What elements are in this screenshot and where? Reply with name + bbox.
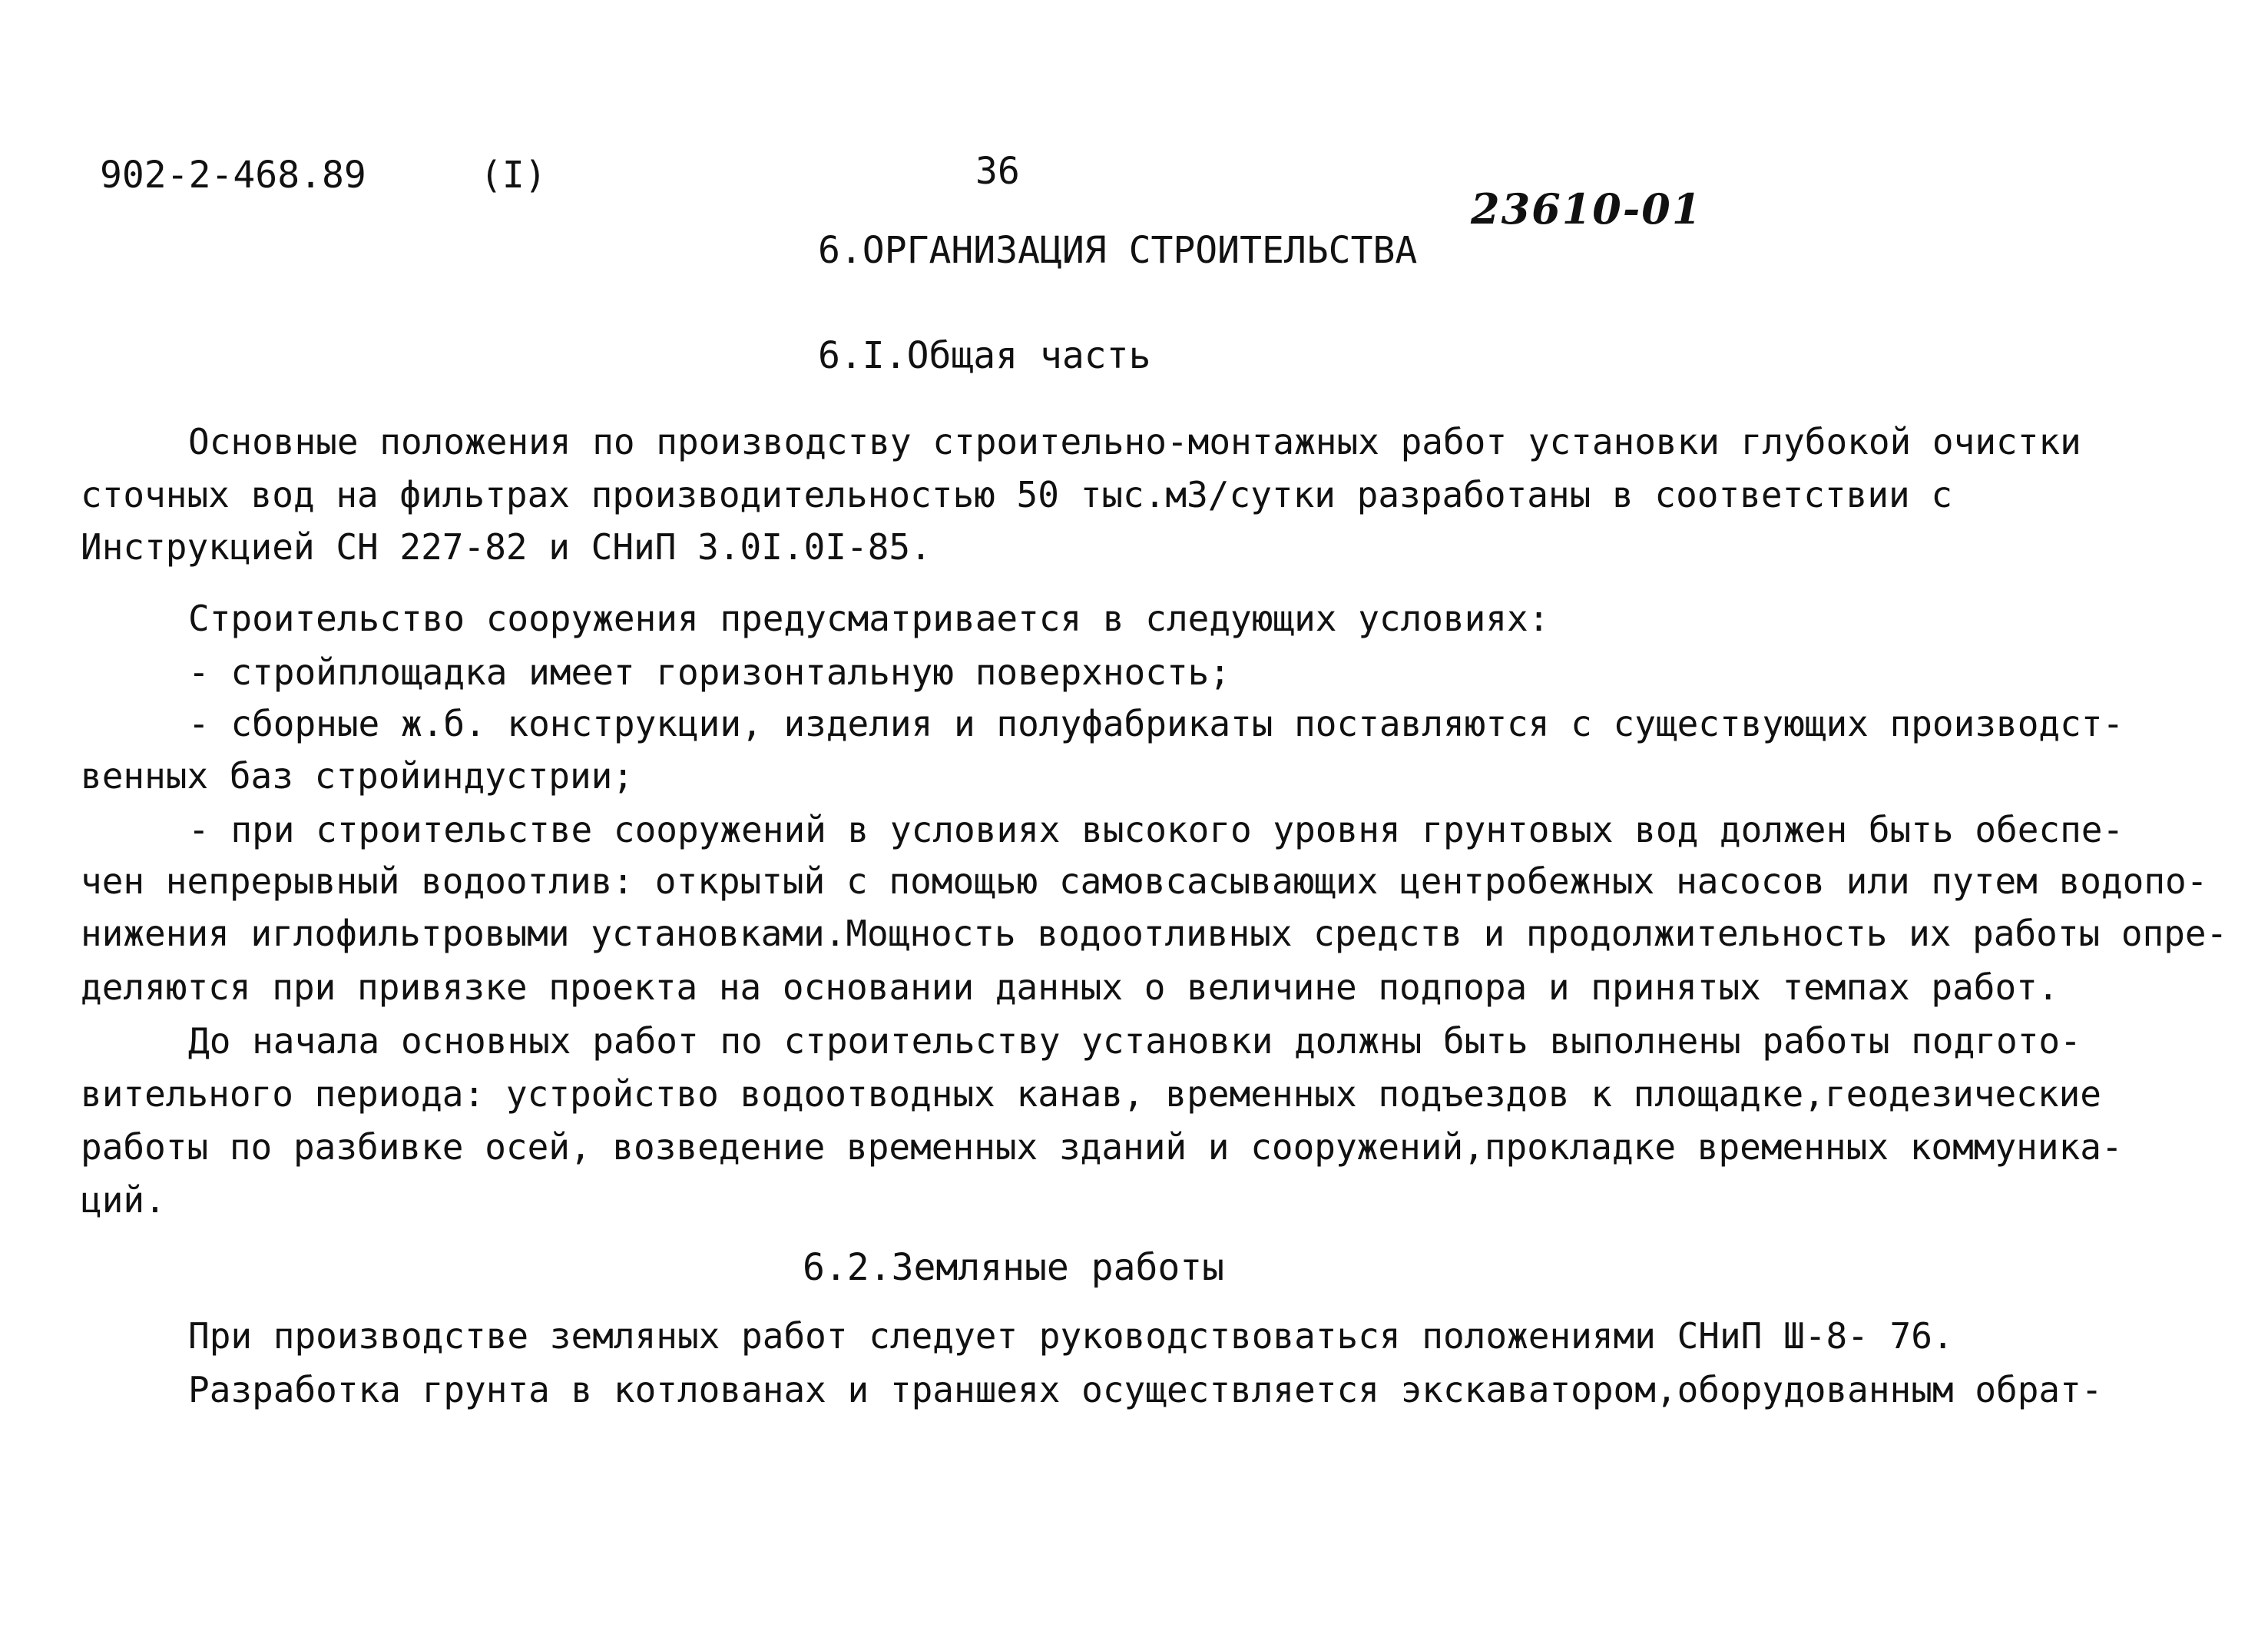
text-line: сточных вод на фильтрах производительностью 50 тыс.м3/сутки разработаны в соответствии с	[81, 474, 1953, 515]
text-line: До начала основных работ по строительству установки должны быть выполнены работы подгото-	[188, 1020, 2081, 1062]
subsection-title-general: 6.I.Общая часть	[818, 334, 1151, 377]
section-title: 6.ОРГАНИЗАЦИЯ СТРОИТЕЛЬСТВА	[818, 229, 1418, 272]
text-line: нижения иглофильтровыми установками.Мощность водоотливных средств и продолжительность их работы опре-	[81, 913, 2228, 954]
list-item: - при строительстве сооружений в условиях высокого уровня грунтовых вод должен быть обеспе-	[188, 809, 2124, 850]
handwritten-number: 23610-01	[1471, 184, 1703, 234]
text-line: чен непрерывный водоотлив: открытый с помощью самовсасывающих центробежных насосов или путем водопо-	[81, 860, 2208, 902]
text-line: Основные положения по производству строительно-монтажных работ установки глубокой очистки	[188, 421, 2081, 462]
subsection-title-earthworks: 6.2.Земляные работы	[803, 1246, 1225, 1289]
text-line: Инструкцией СН 227-82 и СНиП 3.0I.0I-85.	[81, 526, 932, 568]
document-code: 902-2-468.89	[100, 154, 366, 197]
sheet-mark: (I)	[480, 154, 547, 197]
page-number: 36	[975, 150, 1020, 193]
text-line: Разработка грунта в котлованах и траншеях осуществляется экскаватором,оборудованным обрат-	[188, 1369, 2103, 1410]
text-line: Строительство сооружения предусматривается в следующих условиях:	[188, 598, 1550, 639]
text-line: ций.	[81, 1179, 166, 1221]
text-line: вительного периода: устройство водоотводных канав, временных подъездов к площадке,геодезические	[81, 1073, 2101, 1115]
text-line: работы по разбивке осей, возведение временных зданий и сооружений,прокладке временных коммуника-	[81, 1126, 2123, 1168]
list-item: - сборные ж.б. конструкции, изделия и полуфабрикаты поставляются с существующих производст-	[188, 703, 2124, 744]
text-line: венных баз стройиндустрии;	[81, 755, 634, 797]
text-line: деляются при привязке проекта на основании данных о величине подпора и принятых темпах работ.	[81, 966, 2059, 1008]
text-line: При производстве земляных работ следует руководствоваться положениями СНиП Ш-8- 76.	[188, 1315, 1954, 1357]
list-item: - стройплощадка имеет горизонтальную поверхность;	[188, 651, 1231, 693]
